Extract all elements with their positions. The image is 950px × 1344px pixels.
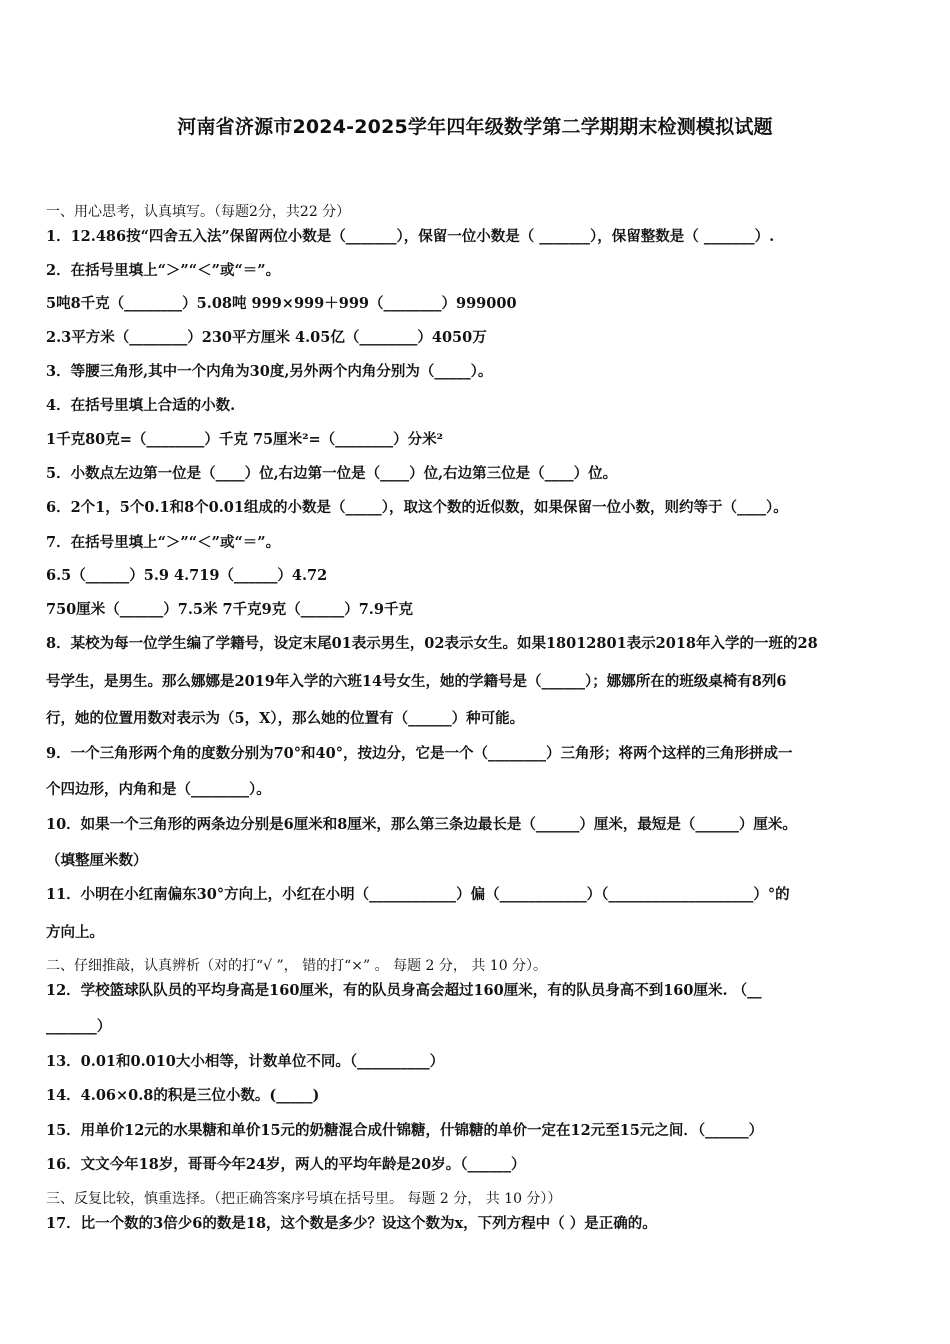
question-6: 6．2个1，5个0.1和8个0.01组成的小数是（_____），取这个数的近似数，如果保留一位小数，则约等于（____）。 (46, 499, 788, 516)
question-2-part-a: 5吨8千克（________）5.08吨 999×999＋999（________）999000 (46, 295, 517, 312)
question-4: 4．在括号里填上合适的小数. (46, 397, 236, 414)
question-16: 16．文文今年18岁，哥哥今年24岁，两人的平均年龄是20岁。（______） (46, 1156, 526, 1173)
page-title: 河南省济源市2024-2025学年四年级数学第二学期期末检测模拟试题 (177, 116, 773, 138)
question-14: 14．4.06×0.8的积是三位小数。(_____) (46, 1087, 320, 1104)
question-2: 2．在括号里填上“＞”“＜”或“＝”。 (46, 262, 281, 279)
section-heading-2: 二、仔细推敲，认真辨析（对的打“√ ”， 错的打“×” 。 每题 2 分， 共 10 分）。 (46, 958, 548, 974)
question-5: 5．小数点左边第一位是（____）位,右边第一位是（____）位,右边第三位是（____）位。 (46, 465, 618, 482)
question-15: 15．用单价12元的水果糖和单价15元的奶糖混合成什锦糖，什锦糖的单价一定在12元至15元之间．（______） (46, 1122, 764, 1139)
question-12-line-2: _______） (46, 1018, 112, 1035)
question-10-line-1: 10．如果一个三角形的两条边分别是6厘米和8厘米，那么第三条边最长是（______）厘米，最短是（______）厘米。 (46, 816, 797, 833)
question-7-part-a: 6.5（______）5.9 4.719（______）4.72 (46, 567, 328, 584)
question-8-line-3: 行，她的位置用数对表示为（5，X），那么她的位置有（______）种可能。 (46, 710, 525, 727)
question-3: 3．等腰三角形,其中一个内角为30度,另外两个内角分别为（_____）。 (46, 363, 493, 380)
question-10-line-2: （填整厘米数） (46, 852, 148, 869)
question-13: 13．0.01和0.010大小相等，计数单位不同。（__________） (46, 1053, 445, 1070)
question-17: 17．比一个数的3倍少6的数是18，这个数是多少？设这个数为x，下列方程中（ ）是正确的。 (46, 1215, 657, 1232)
question-11-line-2: 方向上。 (46, 924, 104, 941)
question-12-line-1: 12．学校篮球队队员的平均身高是160厘米，有的队员身高会超过160厘米，有的队员身高不到160厘米. （__ (46, 982, 762, 999)
question-4-part-a: 1千克80克=（________）千克 75厘米²=（________）分米² (46, 431, 443, 448)
question-8-line-1: 8．某校为每一位学生编了学籍号，设定末尾01表示男生，02表示女生。如果18012801表示2018年入学的一班的28 (46, 635, 818, 652)
question-8-line-2: 号学生，是男生。那么娜娜是2019年入学的六班14号女生，她的学籍号是（______）；娜娜所在的班级桌椅有8列6 (46, 673, 787, 690)
question-2-part-b: 2.3平方米（________）230平方厘米 4.05亿（________）4050万 (46, 329, 487, 346)
question-7: 7．在括号里填上“＞”“＜”或“＝”。 (46, 534, 281, 551)
question-9-line-1: 9．一个三角形两个角的度数分别为70°和40°，按边分，它是一个（________）三角形；将两个这样的三角形拼成一 (46, 745, 793, 762)
section-heading-3: 三、反复比较，慎重选择。（把正确答案序号填在括号里。 每题 2 分， 共 10 分）） (46, 1191, 562, 1207)
question-1: 1．12.486按“四舍五入法”保留两位小数是（_______），保留一位小数是（ _______），保留整数是（ _______）. (46, 228, 775, 245)
section-heading-1: 一、用心思考，认真填写。（每题2分，共22 分） (46, 204, 351, 220)
question-9-line-2: 个四边形，内角和是（________）。 (46, 781, 271, 798)
question-7-part-b: 750厘米（______）7.5米 7千克9克（______）7.9千克 (46, 601, 413, 618)
question-11-line-1: 11．小明在小红南偏东30°方向上，小红在小明（____________）偏（____________）（____________________）°的 (46, 886, 790, 903)
